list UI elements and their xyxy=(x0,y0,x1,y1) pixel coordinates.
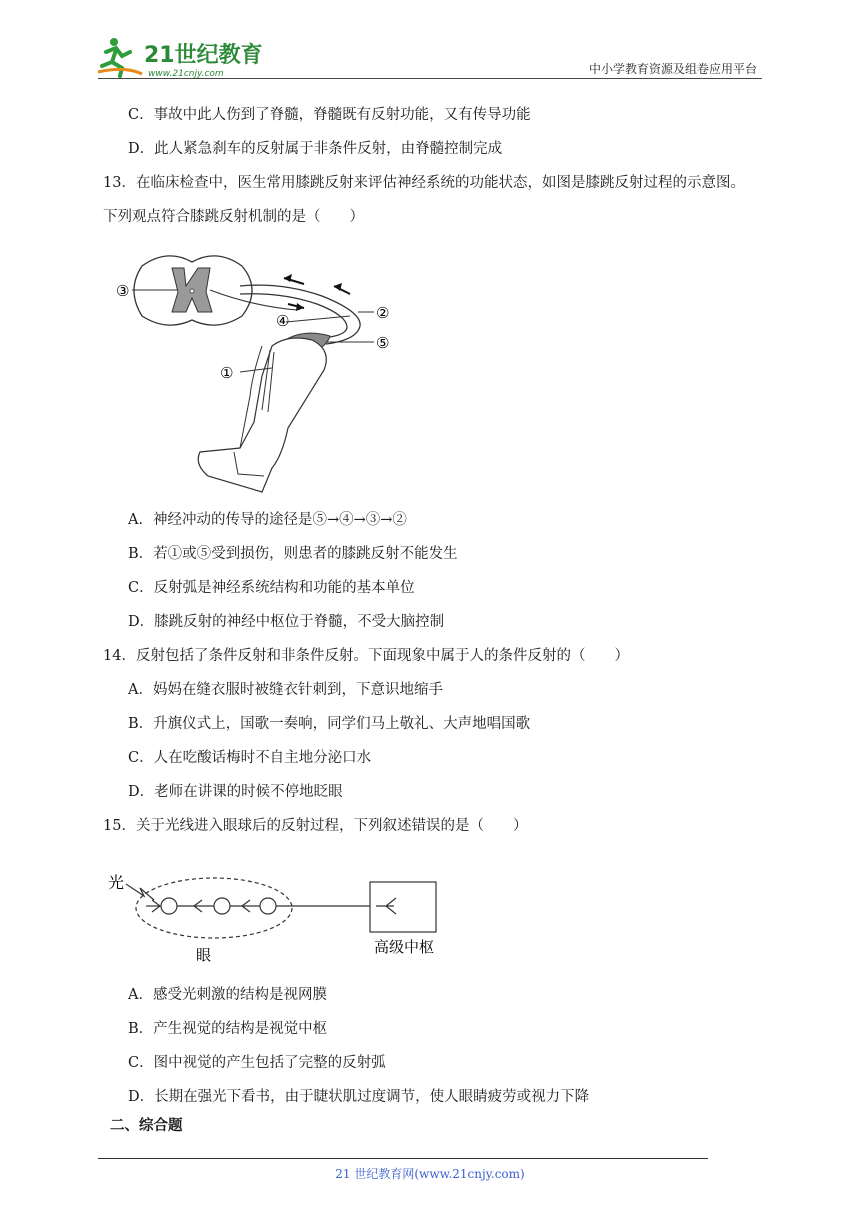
figure-label-3: ③ xyxy=(116,282,130,300)
q13-option-b: B．若①或⑤受到损伤，则患者的膝跳反射不能发生 xyxy=(128,546,458,562)
q13-option-a: A．神经冲动的传导的途径是⑤→④→③→② xyxy=(128,512,407,528)
light-ray-icon xyxy=(126,884,154,900)
q15-option-b: B．产生视觉的结构是视觉中枢 xyxy=(128,1021,328,1037)
q15-option-a: A．感受光刺激的结构是视网膜 xyxy=(128,987,327,1003)
figure-label-4: ④ xyxy=(276,312,290,330)
figure-label-5: ⑤ xyxy=(376,334,390,352)
q12-option-d: D．此人紧急刹车的反射属于非条件反射，由脊髓控制完成 xyxy=(128,141,503,157)
q13-option-c: C．反射弧是神经系统结构和功能的基本单位 xyxy=(128,580,415,596)
header-platform-text: 中小学教育资源及组卷应用平台 xyxy=(588,62,757,76)
knee-jerk-reflex-diagram xyxy=(112,246,412,498)
section-title: 二、综合题 xyxy=(110,1117,183,1134)
header-divider xyxy=(98,78,762,79)
eye-vision-diagram xyxy=(104,866,444,966)
footer-text: 21 世纪教育网(www.21cnjy.com) xyxy=(335,1167,525,1181)
q15-option-d: D．长期在强光下看书，由于睫状肌过度调节，使人眼睛疲劳或视力下降 xyxy=(128,1089,590,1105)
svg-text:www.21cnjy.com: www.21cnjy.com xyxy=(148,69,224,79)
spinal-cord xyxy=(134,256,252,325)
eye-label: 眼 xyxy=(196,946,212,964)
q14-option-b: B．升旗仪式上，国歌一奏响，同学们马上敬礼、大声地唱国歌 xyxy=(128,716,531,732)
light-label: 光 xyxy=(108,873,125,892)
q14-option-d: D．老师在讲课的时候不停地眨眼 xyxy=(128,784,343,800)
site-logo xyxy=(96,36,266,80)
higher-center-box xyxy=(370,882,436,932)
q14-option-a: A．妈妈在缝衣服时被缝衣针刺到，下意识地缩手 xyxy=(128,682,443,698)
svg-text:21世纪教育: 21世纪教育 xyxy=(144,43,263,68)
q15-option-c: C．图中视觉的产生包括了完整的反射弧 xyxy=(128,1055,386,1071)
footer-divider xyxy=(98,1158,708,1159)
figure-label-1: ① xyxy=(220,364,234,382)
q13-stem-line1: 13．在临床检查中，医生常用膝跳反射来评估神经系统的功能状态，如图是膝跳反射过程的示意图。 xyxy=(103,175,745,191)
higher-center-label: 高级中枢 xyxy=(374,938,435,956)
q14-option-c: C．人在吃酸话梅时不自主地分泌口水 xyxy=(128,750,372,766)
runner-icon xyxy=(98,38,142,76)
q15-stem: 15．关于光线进入眼球后的反射过程，下列叙述错误的是（ ） xyxy=(103,818,528,834)
q13-stem-line2: 下列观点符合膝跳反射机制的是（ ） xyxy=(103,209,364,225)
q12-option-c: C．事故中此人伤到了脊髓，脊髓既有反射功能，又有传导功能 xyxy=(128,107,531,123)
q14-stem: 14．反射包括了条件反射和非条件反射。下面现象中属于人的条件反射的（ ） xyxy=(103,648,629,664)
figure-label-2: ② xyxy=(376,304,390,322)
q13-option-d: D．膝跳反射的神经中枢位于脊髓，不受大脑控制 xyxy=(128,614,445,630)
